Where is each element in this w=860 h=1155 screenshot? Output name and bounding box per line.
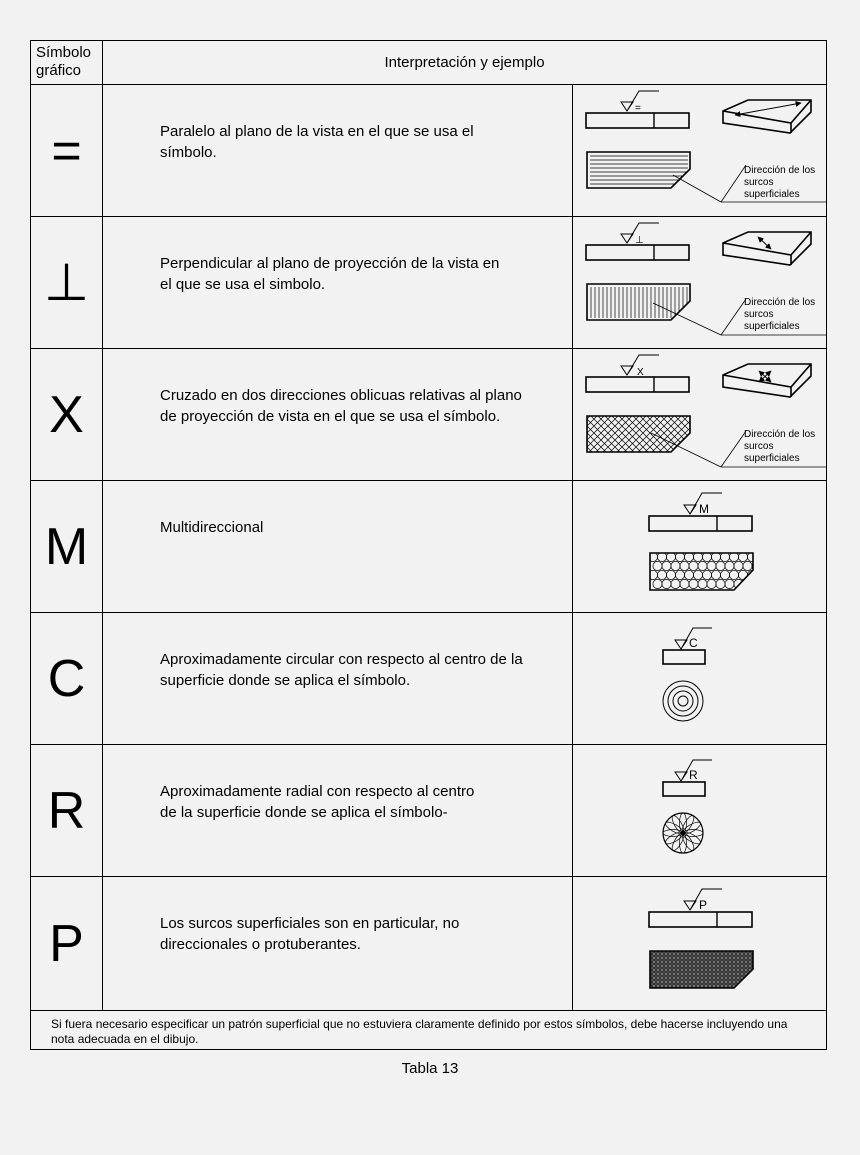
lay-symbol-mark: P bbox=[699, 898, 708, 912]
crossed-lay-drawing bbox=[573, 349, 826, 481]
description-cell bbox=[103, 481, 573, 612]
lay-symbol bbox=[31, 613, 103, 744]
lay-symbol bbox=[31, 877, 103, 1010]
description-cell bbox=[103, 877, 573, 1010]
description-text: Aproximadamente radial con respecto al centro de la superficie donde se aplica el símbolo- bbox=[160, 783, 475, 821]
direction-label-line1: Dirección de los bbox=[744, 165, 816, 176]
lay-symbol bbox=[31, 217, 103, 348]
header-symbol-column: Símbolo gráfico bbox=[31, 41, 103, 85]
description-text: Perpendicular al plano de proyección de la vista en el que se usa el simbolo. bbox=[160, 255, 500, 293]
table-row bbox=[31, 481, 826, 613]
footnote: Si fuera necesario especificar un patrón superficial que no estuviera claramente definido por estos símbolos, debe hacerse incluyendo una nota adecuada en el dibujo. bbox=[51, 1017, 788, 1046]
direction-label-line2: surcos bbox=[744, 441, 774, 452]
description-cell bbox=[103, 613, 573, 744]
direction-label-line3: superficiales bbox=[744, 453, 800, 464]
table-row bbox=[31, 877, 826, 1011]
description-text: Los surcos superficiales son en particular, no direccionales o protuberantes. bbox=[160, 915, 460, 953]
table-row bbox=[31, 85, 826, 217]
example-figure bbox=[573, 85, 826, 216]
parallel-lay-drawing bbox=[573, 85, 826, 217]
radial-lay-drawing bbox=[573, 745, 826, 877]
example-figure bbox=[573, 613, 826, 744]
perpendicular-lay-drawing bbox=[573, 217, 826, 349]
table-caption: Tabla 13 bbox=[401, 1060, 459, 1077]
table-row bbox=[31, 217, 826, 349]
table-row bbox=[31, 613, 826, 745]
symbol-glyph: = bbox=[51, 121, 82, 180]
direction-label-line1: Dirección de los bbox=[744, 297, 816, 308]
example-figure bbox=[573, 745, 826, 876]
header-interpretation-label: Interpretación y ejemplo bbox=[384, 54, 545, 71]
lay-symbol-mark: X bbox=[637, 367, 644, 378]
description-text: Multidireccional bbox=[160, 519, 264, 536]
symbol-glyph: P bbox=[49, 914, 84, 973]
header-interpretation-column bbox=[103, 41, 826, 85]
symbol-glyph: C bbox=[47, 649, 86, 708]
lay-symbol-mark: ⊥ bbox=[635, 235, 644, 246]
lay-symbol bbox=[31, 481, 103, 612]
example-figure bbox=[573, 349, 826, 480]
direction-label-line1: Dirección de los bbox=[744, 429, 816, 440]
lay-symbol-mark: R bbox=[689, 768, 698, 782]
example-figure bbox=[573, 481, 826, 612]
symbol-glyph: R bbox=[47, 781, 86, 840]
symbol-glyph: X bbox=[49, 385, 84, 444]
example-figure bbox=[573, 217, 826, 348]
description-text: Aproximadamente circular con respecto al centro de la superficie donde se aplica el símbolo. bbox=[160, 651, 523, 689]
lay-symbol bbox=[31, 745, 103, 876]
table-row bbox=[31, 349, 826, 481]
multidirectional-lay-drawing bbox=[573, 481, 826, 613]
lay-symbols-table bbox=[30, 40, 827, 1050]
lay-symbol-mark: = bbox=[635, 103, 641, 114]
symbol-glyph: ⊥ bbox=[43, 253, 90, 312]
symbol-glyph: M bbox=[44, 517, 89, 576]
description-cell bbox=[103, 349, 573, 480]
lay-symbol-mark: M bbox=[699, 502, 709, 516]
lay-symbol-mark: C bbox=[689, 636, 698, 650]
direction-label-line3: superficiales bbox=[744, 189, 800, 200]
direction-label-line2: surcos bbox=[744, 309, 774, 320]
circular-lay-drawing bbox=[573, 613, 826, 745]
description-text: Paralelo al plano de la vista en el que se usa el símbolo. bbox=[160, 123, 474, 161]
table-row bbox=[31, 745, 826, 877]
description-cell bbox=[103, 85, 573, 216]
description-cell bbox=[103, 217, 573, 348]
lay-symbol bbox=[31, 349, 103, 480]
particulate-lay-drawing bbox=[573, 877, 826, 1011]
example-figure bbox=[573, 877, 826, 1010]
description-text: Cruzado en dos direcciones oblicuas relativas al plano de proyección de vista en el que se usa el símbolo. bbox=[160, 387, 522, 425]
lay-symbol bbox=[31, 85, 103, 216]
direction-label-line3: superficiales bbox=[744, 321, 800, 332]
description-cell bbox=[103, 745, 573, 876]
direction-label-line2: surcos bbox=[744, 177, 774, 188]
